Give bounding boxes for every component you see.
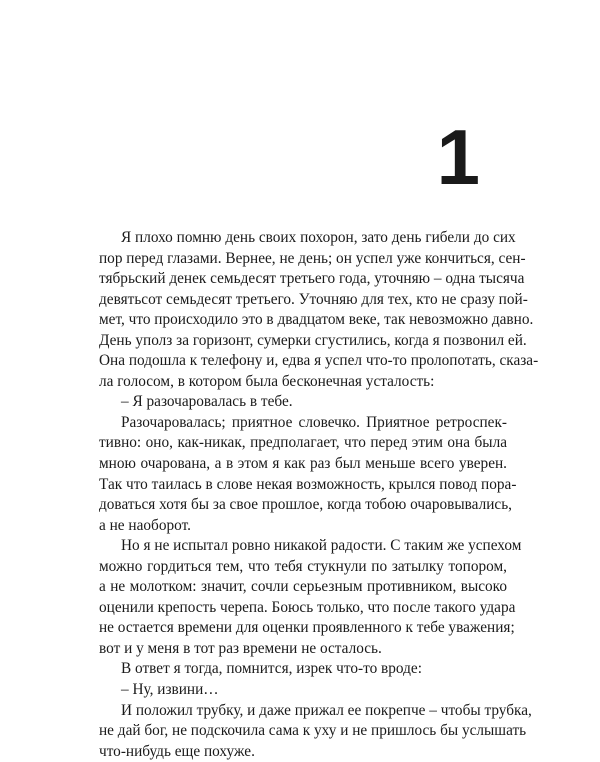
text-line: а не молотком: значит, сочли серьезным противником, высоко xyxy=(99,578,507,596)
text-line: Я плохо помню день своих похорон, зато день гибели до сих xyxy=(121,229,516,246)
text-line: что-нибудь еще похуже. xyxy=(99,742,255,760)
text-line: пор перед глазами. Вернее, не день; он успел уже кончиться, сен- xyxy=(99,249,526,267)
text-line: девятьсот семьдесят третьего. Уточняю для тех, кто не сразу пой- xyxy=(99,290,528,308)
text-line: тивно: оно, как-никак, предполагает, что перед этим она была xyxy=(99,434,507,452)
text-line: ла голосом, в котором была бесконечная усталость: xyxy=(99,372,435,390)
text-line: а не наоборот. xyxy=(99,516,191,534)
text-line: – Я разочаровалась в тебе. xyxy=(121,393,293,411)
text-line: Но я не испытал ровно никакой радости. С таким же успехом xyxy=(121,537,522,555)
text-line: оценили крепость черепа. Боюсь только, что после такого удара xyxy=(99,598,516,616)
text-line: День уполз за горизонт, сумерки сгустились, когда я позвонил ей. xyxy=(99,331,527,349)
text-line: не остается времени для оценки проявленного к тебе уважения; xyxy=(99,619,515,637)
text-line: Разочаровалась; приятное словечко. Приятное ретроспек- xyxy=(121,413,507,431)
text-line: И положил трубку, и даже прижал ее покрепче – чтобы трубка, xyxy=(121,701,532,719)
text-line: – Ну, извини… xyxy=(121,681,219,699)
text-line: вот и у меня в тот раз времени не осталось. xyxy=(99,639,382,657)
text-line: мет, что происходило это в двадцатом веке, так невозможно давно. xyxy=(99,311,534,329)
text-line: В ответ я тогда, помнится, изрек что-то вроде: xyxy=(121,660,422,678)
text-line: Так что таилась в слове некая возможность, крылся повод пора- xyxy=(99,475,517,493)
chapter-text xyxy=(99,228,539,762)
chapter-number: 1 xyxy=(436,113,480,201)
text-line: тябрьский денек семьдесят третьего года, уточняю – одна тысяча xyxy=(99,270,525,288)
text-line: можно гордиться тем, что тебя стукнули по затылку топором, xyxy=(99,557,507,575)
text-line: не дай бог, не подскочила сама к уху и не пришлось бы услышать xyxy=(99,722,527,740)
text-line: доваться хотя бы за свое прошлое, когда тобою очаровывались, xyxy=(99,496,512,514)
text-line: мною очарована, а в этом я как раз был меньше всего уверен. xyxy=(99,455,507,473)
text-line: Она подошла к телефону и, едва я успел что-то пролопотать, сказа- xyxy=(99,352,539,370)
